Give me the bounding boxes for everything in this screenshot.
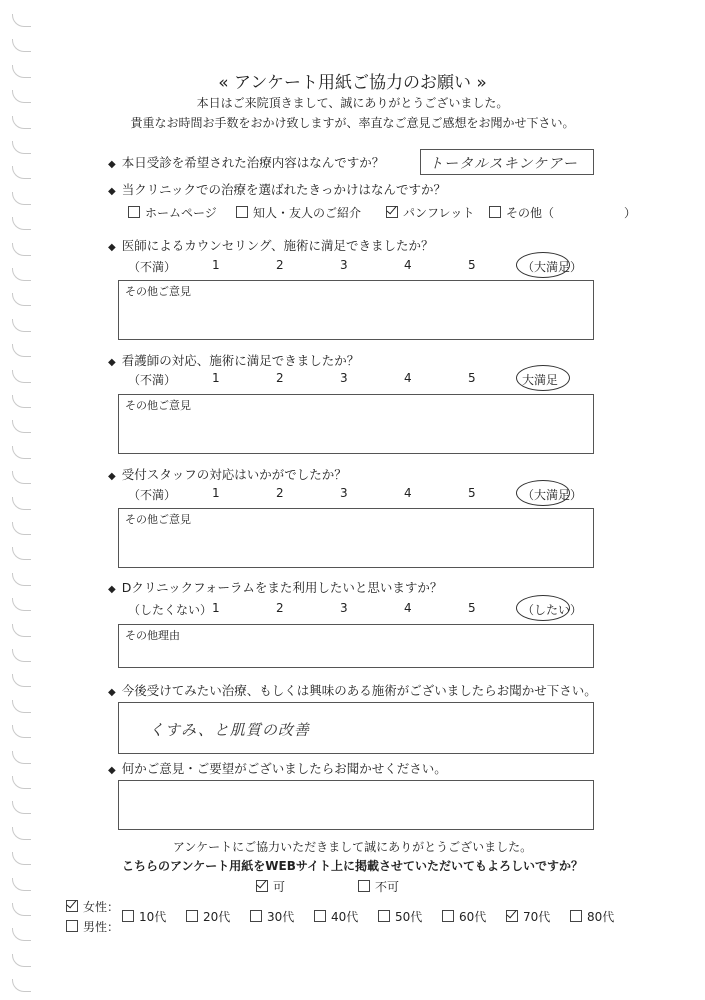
q5-scale-high[interactable]: （大満足） bbox=[522, 488, 583, 502]
checkbox-icon[interactable] bbox=[186, 910, 198, 922]
q6-scale-high[interactable]: （したい） bbox=[522, 603, 583, 617]
age-option[interactable] bbox=[378, 908, 422, 925]
binder-hole-icon bbox=[12, 801, 31, 814]
checkbox-icon[interactable] bbox=[250, 910, 262, 922]
thanks-message: アンケートにご協力いただきまして誠にありがとうございました。 bbox=[172, 840, 533, 854]
q2-option-2-label: 知人・友人のご紹介 bbox=[253, 206, 362, 220]
diamond-bullet-icon: ◆ bbox=[108, 357, 116, 368]
binder-hole-icon bbox=[12, 674, 31, 687]
binder-hole-icon bbox=[12, 725, 31, 738]
binder-hole-icon bbox=[12, 39, 31, 52]
binder-hole-icon bbox=[12, 420, 31, 433]
checkbox-icon[interactable] bbox=[66, 920, 78, 932]
q6-scale-3[interactable]: 3 bbox=[340, 601, 348, 615]
diamond-bullet-icon: ◆ bbox=[108, 765, 116, 776]
binder-hole-icon bbox=[12, 751, 31, 764]
question-6-text: Dクリニックフォーラムをまた利用したいと思いますか？ bbox=[121, 580, 443, 595]
binder-hole-icon bbox=[12, 878, 31, 891]
q4-comment-box[interactable] bbox=[118, 394, 594, 454]
age-option-label: 80代 bbox=[587, 910, 615, 924]
q4-comment-label: その他ご意見 bbox=[125, 399, 191, 412]
checkbox-icon[interactable] bbox=[128, 206, 140, 218]
q5-scale-5[interactable]: 5 bbox=[468, 486, 476, 500]
binder-hole-icon bbox=[12, 700, 31, 713]
gender-male[interactable] bbox=[66, 918, 119, 935]
permission-no[interactable] bbox=[358, 878, 399, 895]
gender-female[interactable] bbox=[66, 898, 119, 915]
q3-comment-label: その他ご意見 bbox=[125, 285, 191, 298]
age-option[interactable] bbox=[122, 908, 166, 925]
binder-hole-icon bbox=[12, 268, 31, 281]
age-option-label: 40代 bbox=[331, 910, 359, 924]
gender-male-label: 男性： bbox=[83, 920, 120, 934]
q5-scale-low[interactable]: （不満） bbox=[128, 488, 177, 502]
binder-hole-icon bbox=[12, 979, 31, 992]
selection-circle-icon bbox=[516, 480, 570, 506]
publish-request: こちらのアンケート用紙をWEBサイト上に掲載させていただいてもよろしいですか？ bbox=[121, 859, 584, 873]
checkbox-icon[interactable] bbox=[66, 900, 78, 912]
question-8 bbox=[108, 759, 447, 777]
binder-hole-icon bbox=[12, 624, 31, 637]
q3-scale-2[interactable]: 2 bbox=[276, 258, 284, 272]
checkbox-icon[interactable] bbox=[314, 910, 326, 922]
q2-option-1[interactable] bbox=[128, 204, 217, 221]
q2-option-4[interactable] bbox=[489, 204, 554, 221]
question-7 bbox=[108, 681, 597, 699]
checkbox-icon[interactable] bbox=[570, 910, 582, 922]
diamond-bullet-icon: ◆ bbox=[108, 471, 116, 482]
question-8-text: 何かご意見・ご要望がございましたらお聞かせください。 bbox=[121, 761, 447, 776]
q6-scale-5[interactable]: 5 bbox=[468, 601, 476, 615]
binder-hole-icon bbox=[12, 954, 31, 967]
q6-scale-2[interactable]: 2 bbox=[276, 601, 284, 615]
q6-comment-label: その他理由 bbox=[125, 629, 180, 642]
q4-scale-4[interactable]: 4 bbox=[404, 371, 412, 385]
checkbox-icon[interactable] bbox=[378, 910, 390, 922]
gender-female-label: 女性： bbox=[83, 900, 120, 914]
q5-scale-1[interactable]: 1 bbox=[212, 486, 220, 500]
diamond-bullet-icon: ◆ bbox=[108, 584, 116, 595]
question-3 bbox=[108, 236, 433, 254]
binder-hole-icon bbox=[12, 928, 31, 941]
diamond-bullet-icon: ◆ bbox=[108, 186, 116, 197]
q1-answer-field[interactable] bbox=[420, 149, 594, 175]
q2-option-4-label: その他（ bbox=[506, 206, 555, 220]
binder-hole-icon bbox=[12, 395, 31, 408]
binder-hole-icon bbox=[12, 344, 31, 357]
q5-scale-4[interactable]: 4 bbox=[404, 486, 412, 500]
age-option[interactable] bbox=[250, 908, 294, 925]
q2-option-2[interactable] bbox=[236, 204, 361, 221]
q5-scale-3[interactable]: 3 bbox=[340, 486, 348, 500]
question-4 bbox=[108, 351, 359, 369]
q7-answer-text: くすみ、と肌質の改善 bbox=[149, 721, 310, 739]
binder-hole-icon bbox=[12, 471, 31, 484]
checkbox-icon[interactable] bbox=[358, 880, 370, 892]
q5-scale-2[interactable]: 2 bbox=[276, 486, 284, 500]
q3-scale-high[interactable]: （大満足） bbox=[522, 260, 583, 274]
binder-hole-icon bbox=[12, 776, 31, 789]
binder-hole-icon bbox=[12, 370, 31, 383]
age-option-label: 60代 bbox=[459, 910, 487, 924]
binder-hole-icon bbox=[12, 293, 31, 306]
question-5 bbox=[108, 465, 347, 483]
intro-line-2: 貴重なお時間お手数をおかけ致しますが、率直なご意見ご感想をお聞かせ下さい。 bbox=[130, 116, 575, 130]
checkbox-icon[interactable] bbox=[489, 206, 501, 218]
q3-scale-low[interactable]: （不満） bbox=[128, 260, 177, 274]
permission-yes-label: 可 bbox=[273, 880, 286, 894]
q6-scale-1[interactable]: 1 bbox=[212, 601, 220, 615]
question-5-text: 受付スタッフの対応はいかがでしたか？ bbox=[121, 467, 347, 482]
q4-scale-3[interactable]: 3 bbox=[340, 371, 348, 385]
checkbox-icon[interactable] bbox=[236, 206, 248, 218]
question-4-text: 看護師の対応、施術に満足できましたか？ bbox=[121, 353, 360, 368]
age-option[interactable] bbox=[442, 908, 486, 925]
q6-comment-box[interactable] bbox=[118, 624, 594, 668]
selection-circle-icon bbox=[516, 595, 570, 621]
binder-hole-icon bbox=[12, 573, 31, 586]
binder-hole-icon bbox=[12, 547, 31, 560]
binder-hole-icon bbox=[12, 319, 31, 332]
permission-yes[interactable] bbox=[256, 878, 285, 895]
checkbox-icon[interactable] bbox=[386, 206, 398, 218]
binder-hole-icon bbox=[12, 243, 31, 256]
age-option[interactable] bbox=[506, 908, 550, 925]
q4-scale-5[interactable]: 5 bbox=[468, 371, 476, 385]
q4-scale-high[interactable]: 大満足 bbox=[522, 373, 559, 387]
binder-hole-icon bbox=[12, 141, 31, 154]
binder-hole-icon bbox=[12, 649, 31, 662]
intro-line-1: 本日はご来院頂きまして、誠にありがとうございました。 bbox=[196, 96, 509, 110]
diamond-bullet-icon: ◆ bbox=[108, 242, 116, 253]
q2-option-3-label: パンフレット bbox=[403, 206, 475, 220]
permission-no-label: 不可 bbox=[375, 880, 400, 894]
age-option-label: 50代 bbox=[395, 910, 423, 924]
binder-hole-icon bbox=[12, 598, 31, 611]
q3-scale-3[interactable]: 3 bbox=[340, 258, 348, 272]
diamond-bullet-icon: ◆ bbox=[108, 159, 116, 170]
q4-scale-1[interactable]: 1 bbox=[212, 371, 220, 385]
checkbox-icon[interactable] bbox=[442, 910, 454, 922]
q4-scale-low[interactable]: （不満） bbox=[128, 373, 177, 387]
question-1 bbox=[108, 153, 384, 171]
q3-scale-5[interactable]: 5 bbox=[468, 258, 476, 272]
age-option-label: 10代 bbox=[139, 910, 167, 924]
binder-hole-icon bbox=[12, 14, 31, 27]
checkbox-icon[interactable] bbox=[506, 910, 518, 922]
question-1-text: 本日受診を希望された治療内容はなんですか？ bbox=[121, 155, 385, 170]
q8-answer-box[interactable] bbox=[118, 780, 594, 830]
q5-comment-box[interactable] bbox=[118, 508, 594, 568]
selection-circle-icon bbox=[516, 252, 570, 278]
q2-close-paren: ） bbox=[624, 206, 637, 220]
q3-scale-1[interactable]: 1 bbox=[212, 258, 220, 272]
question-2-text: 当クリニックでの治療を選ばれたきっかけはなんですか？ bbox=[121, 182, 446, 197]
age-option-label: 70代 bbox=[523, 910, 551, 924]
q2-option-1-label: ホームページ bbox=[145, 206, 217, 220]
question-6 bbox=[108, 578, 442, 596]
q3-scale-4[interactable]: 4 bbox=[404, 258, 412, 272]
binder-hole-icon bbox=[12, 217, 31, 230]
page-title: « アンケート用紙ご協力のお願い » bbox=[218, 73, 487, 93]
age-option[interactable] bbox=[186, 908, 230, 925]
age-option[interactable] bbox=[570, 908, 614, 925]
binder-hole-icon bbox=[12, 497, 31, 510]
diamond-bullet-icon: ◆ bbox=[108, 687, 116, 698]
q3-comment-box[interactable] bbox=[118, 280, 594, 340]
q1-answer-text: トータルスキンケアー bbox=[429, 156, 578, 172]
selection-circle-icon bbox=[516, 365, 570, 391]
question-7-text: 今後受けてみたい治療、もしくは興味のある施術がございましたらお聞かせ下さい。 bbox=[121, 683, 597, 698]
question-2 bbox=[108, 180, 446, 198]
age-option-label: 30代 bbox=[267, 910, 295, 924]
age-option-label: 20代 bbox=[203, 910, 231, 924]
q7-answer-box[interactable] bbox=[118, 702, 594, 754]
checkbox-icon[interactable] bbox=[256, 880, 268, 892]
q4-scale-2[interactable]: 2 bbox=[276, 371, 284, 385]
binder-hole-icon bbox=[12, 446, 31, 459]
q6-scale-low[interactable]: （したくない） bbox=[128, 603, 213, 617]
q2-option-3[interactable] bbox=[386, 204, 474, 221]
question-3-text: 医師によるカウンセリング、施術に満足できましたか？ bbox=[121, 238, 434, 253]
checkbox-icon[interactable] bbox=[122, 910, 134, 922]
binder-hole-icon bbox=[12, 166, 31, 179]
age-option[interactable] bbox=[314, 908, 358, 925]
binder-hole-icon bbox=[12, 192, 31, 205]
binder-hole-icon bbox=[12, 903, 31, 916]
q6-scale-4[interactable]: 4 bbox=[404, 601, 412, 615]
q5-comment-label: その他ご意見 bbox=[125, 513, 191, 526]
binder-hole-icon bbox=[12, 522, 31, 535]
